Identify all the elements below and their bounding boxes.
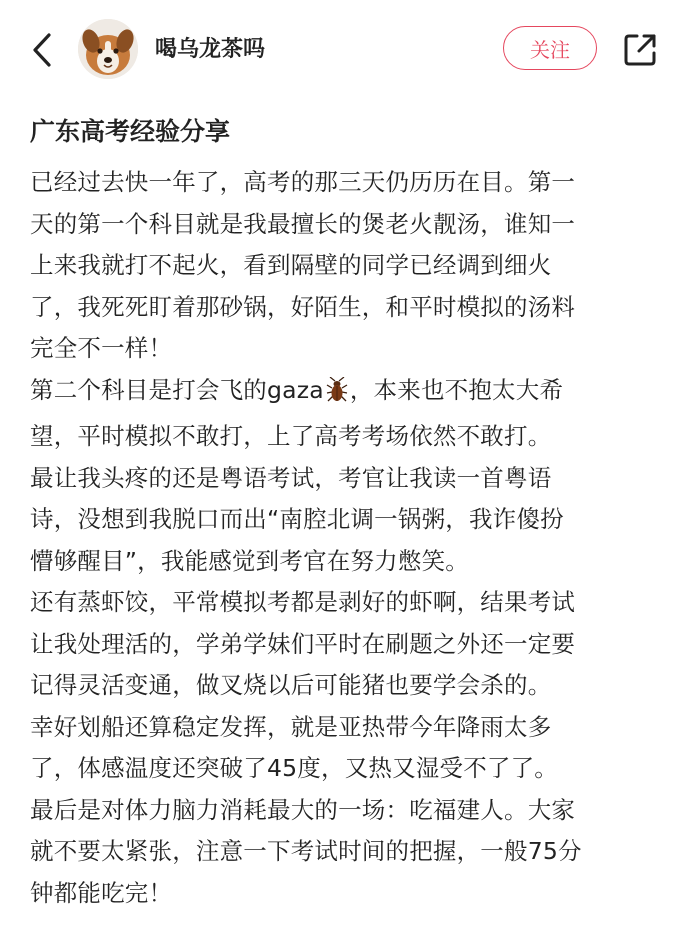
post-line: 诗，没想到我脱口而出“南腔北调一锅粥，我诈傻扮 — [30, 505, 564, 533]
post-line-part: ，本来也不抱太大希 — [349, 375, 564, 404]
post-title: 广东高考经验分享 — [30, 117, 231, 146]
back-button[interactable] — [22, 30, 62, 70]
cockroach-emoji-icon — [326, 375, 348, 417]
post-line: 最后是对体力脑力消耗最大的一场：吃福建人。大家 — [30, 795, 576, 824]
post-line: 天的第一个科目就是我最擅长的煲老火靓汤，谁知一 — [30, 209, 576, 238]
post-line: 还有蒸虾饺，平常模拟考都是剥好的虾啊，结果考试 — [30, 588, 576, 616]
post-line: 了，体感温度还突破了45度，又热又湿受不了了。 — [30, 754, 559, 782]
post-line: 记得灵活变通，做叉烧以后可能猪也要学会杀的。 — [30, 671, 552, 699]
post-line: 望，平时模拟不敢打，上了高考考场依然不敢打。 — [30, 422, 552, 450]
post-line: 了，我死死盯着那砂锅，好陌生，和平时模拟的汤料 — [30, 292, 576, 321]
post-line-with-emoji — [30, 370, 670, 417]
post-line: 已经过去快一年了，高考的那三天仍历历在目。第一 — [30, 168, 576, 196]
share-icon — [622, 32, 658, 68]
post-line: 钟都能吃完！ — [30, 878, 173, 907]
post-line: 上来我就打不起火，看到隔壁的同学已经调到细火 — [30, 251, 552, 279]
top-bar — [0, 0, 690, 100]
chevron-left-icon — [31, 32, 53, 68]
dog-avatar-image — [78, 19, 138, 79]
post-content — [30, 112, 670, 914]
post-line: 让我处理活的，学弟学妹们平时在刷题之外还一定要 — [30, 629, 576, 658]
post-line: 完全不一样！ — [30, 334, 173, 362]
avatar[interactable] — [78, 19, 138, 79]
post-line: 幸好划船还算稳定发挥，就是亚热带今年降雨太多 — [30, 712, 552, 741]
share-button[interactable] — [620, 30, 660, 70]
post-line-part: 第二个科目是打会飞的gaza — [30, 375, 324, 404]
username[interactable]: 喝乌龙茶吗 — [155, 37, 266, 62]
follow-button[interactable]: 关注 — [503, 26, 597, 70]
post-line: 就不要太紧张，注意一下考试时间的把握，一般75分 — [30, 837, 582, 865]
post-line: 懵够醒目”，我能感觉到考官在努力憋笑。 — [30, 546, 469, 575]
post-line: 最让我头疼的还是粤语考试，考官让我读一首粤语 — [30, 463, 552, 492]
